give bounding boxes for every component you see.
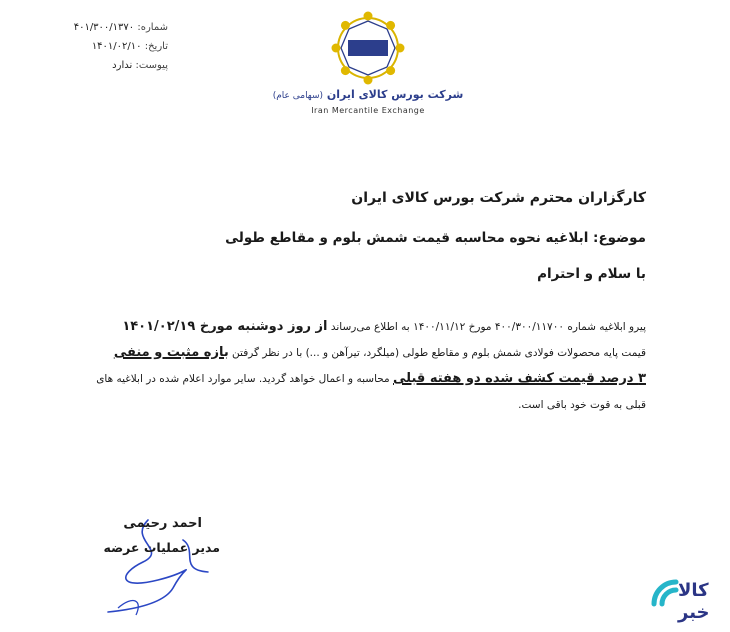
letter-greeting: با سلام و احترام	[537, 266, 646, 282]
logo-name-fa-suffix: (سهامی عام)	[272, 91, 324, 101]
body-line-2	[66, 340, 646, 366]
letter-subject: موضوع: ابلاغیه نحوه محاسبه قیمت شمش بلوم و مقاطع طولی	[225, 230, 646, 246]
ime-logo	[268, 10, 468, 120]
letter-body	[66, 314, 646, 418]
kalakhabar-watermark	[648, 572, 728, 630]
body-line-1-text: پیرو ابلاغیه شماره ۴۰۰/۳۰۰/۱۱۷۰۰ مورخ ۱۴۰۰/۱۱/۱۲ به اطلاع می‌رساند	[327, 321, 646, 333]
body-line-1	[66, 314, 646, 340]
meta-number-label: شماره:	[137, 22, 168, 33]
ime-emblem-icon	[268, 10, 468, 90]
meta-date-value: ۱۴۰۱/۰۲/۱۰	[91, 41, 142, 52]
logo-name-fa: شرکت بورس کالای ایران	[326, 88, 464, 101]
body-line-4: قبلی به قوت خود باقی است.	[518, 399, 646, 411]
meta-date-label: تاریخ:	[144, 41, 168, 52]
signature-name: احمد رحیمی	[123, 516, 202, 531]
body-line-1-bold: از روز دوشنبه مورخ ۱۴۰۱/۰۲/۱۹	[122, 319, 328, 334]
body-line-2-bold: بازه مثبت و منفی	[113, 345, 229, 360]
letter-meta	[58, 18, 168, 75]
meta-number-row	[58, 18, 168, 37]
watermark-word-top: کالا	[678, 580, 709, 601]
body-line-2-text: قیمت پایه محصولات فولادی شمش بلوم و مقاطع طولی (میلگرد، تیرآهن و ...) با در نظر گرفتن	[228, 347, 646, 359]
body-line-3-bold: ۳ درصد قیمت کشف شده دو هفته قبلی	[393, 371, 646, 386]
signature-title: مدیر عملیات عرضه	[103, 540, 220, 555]
body-line-3	[66, 366, 646, 392]
meta-date-row	[58, 37, 168, 56]
watermark-word-bottom: خبر	[678, 602, 710, 623]
meta-number-value: ۴۰۱/۳۰۰/۱۳۷۰	[73, 22, 135, 33]
meta-attachment-label: پیوست:	[135, 60, 168, 71]
meta-attachment-row	[58, 56, 168, 75]
meta-attachment-value: ندارد	[112, 60, 133, 71]
body-line-3-text: محاسبه و اعمال خواهد گردید. سایر موارد اعلام شده در ابلاغیه های	[96, 373, 394, 385]
letter-recipient: کارگزاران محترم شرکت بورس کالای ایران	[351, 190, 646, 206]
logo-name-en: Iran Mercantile Exchange	[311, 106, 425, 115]
